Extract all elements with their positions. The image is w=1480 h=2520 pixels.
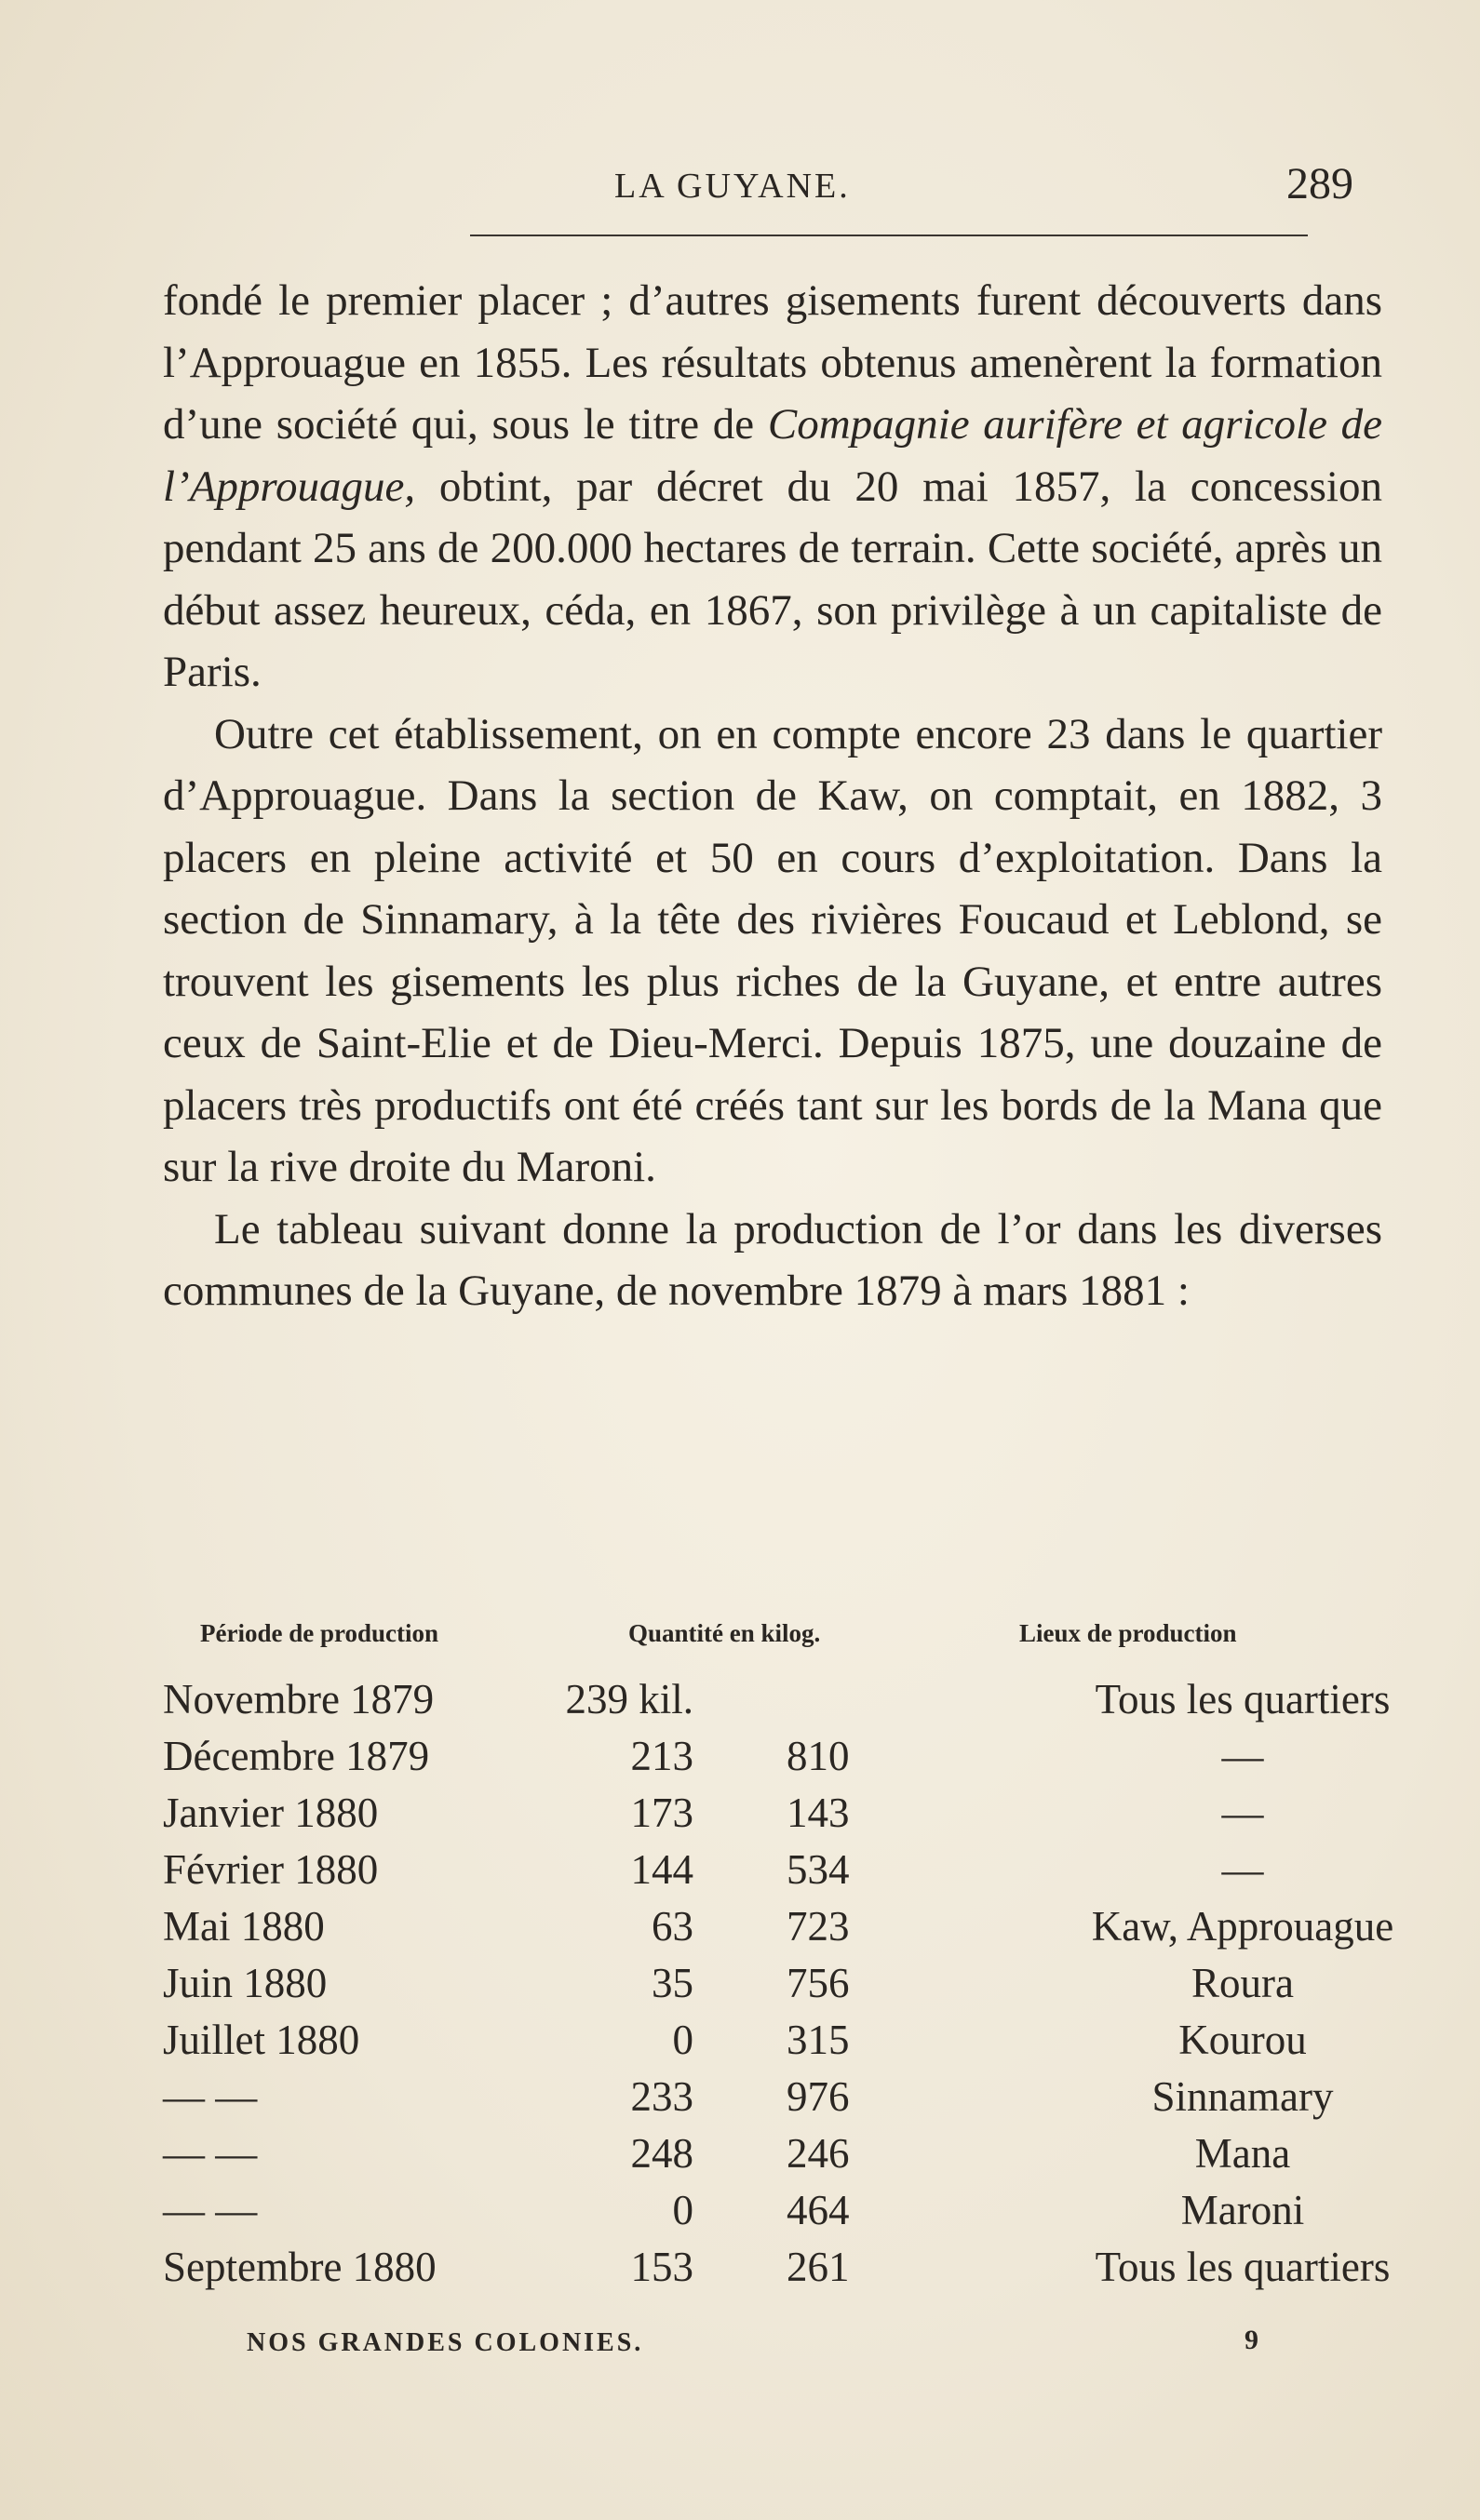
table-body xyxy=(163,1675,1394,2299)
cell-place: — xyxy=(1221,1733,1264,1779)
cell-kilograms: 153 xyxy=(630,2244,693,2290)
header-place: Lieux de production xyxy=(1019,1619,1237,1647)
cell-period: Novembre 1879 xyxy=(163,1676,435,1722)
table-row xyxy=(163,2016,1382,2072)
cell-period: Juin 1880 xyxy=(163,1960,328,2006)
cell-period: Janvier 1880 xyxy=(163,1789,379,1836)
table-row xyxy=(163,2072,1382,2129)
cell-place: Tous les quartiers xyxy=(1095,2244,1391,2290)
paragraph-2: Outre cet établissement, on en compte encore 23 dans le quartier d’Approuague. Dans la section de Kaw, on comptait, en 1882, 3 placers en pleine activité et 50 en cours d’exploitation. Dans la section de Sinnamary, à la tête des rivières Foucaud et Leblond, se trouvent les gisements les plus riches de la Guyane, et entre autres ceux de Saint-Elie et de Dieu-Merci. Depuis 1875, une douzaine de placers très productifs ont été créés tant sur les bords de la Mana que sur la rive droite du Maroni. xyxy=(163,709,1382,1191)
cell-grams: 143 xyxy=(787,1789,850,1836)
running-title: LA GUYANE. xyxy=(614,167,851,206)
cell-period: — — xyxy=(163,2130,258,2177)
table-row xyxy=(163,1789,1382,1845)
header-rule xyxy=(470,235,1308,236)
cell-period: Septembre 1880 xyxy=(163,2244,437,2290)
table-row xyxy=(163,1902,1394,1959)
cell-grams: 810 xyxy=(787,1733,850,1779)
cell-place: Tous les quartiers xyxy=(1095,1676,1391,1722)
sheet-number: 9 xyxy=(1245,2325,1258,2355)
page-number: 289 xyxy=(1286,159,1353,208)
cell-grams: 246 xyxy=(787,2130,850,2177)
table-row xyxy=(163,2129,1382,2186)
body-text xyxy=(163,270,1382,1322)
cell-period: — — xyxy=(163,2187,258,2233)
cell-place: — xyxy=(1221,1789,1264,1836)
header-quantity: Quantité en kilog. xyxy=(628,1619,821,1647)
cell-place: Maroni xyxy=(1180,2187,1305,2233)
paragraph-3: Le tableau suivant donne la production de l’or dans les diverses communes de la Guyane, de novembre 1879 à mars 1881 : xyxy=(163,1204,1382,1315)
cell-period: Juillet 1880 xyxy=(163,2017,360,2063)
cell-kilograms: 239 kil. xyxy=(565,1676,693,1722)
table-row xyxy=(163,1675,1391,1732)
cell-grams: 464 xyxy=(787,2187,850,2233)
cell-kilograms: 213 xyxy=(630,1733,693,1779)
cell-place: Sinnamary xyxy=(1151,2073,1334,2120)
company-name: Compagnie aurifère et agricole de l’Approuague, xyxy=(163,400,1383,511)
table-header xyxy=(163,1619,1382,1675)
page-footer xyxy=(0,2325,1480,2375)
table-row xyxy=(163,1959,1382,2016)
cell-grams: 534 xyxy=(787,1846,850,1893)
cell-kilograms: 0 xyxy=(672,2187,693,2233)
cell-period: Décembre 1879 xyxy=(163,1733,430,1779)
cell-kilograms: 144 xyxy=(630,1846,693,1893)
cell-kilograms: 173 xyxy=(630,1789,693,1836)
cell-kilograms: 63 xyxy=(652,1903,693,1950)
cell-place: — xyxy=(1221,1846,1264,1893)
page-header xyxy=(0,158,1480,214)
header-period: Période de production xyxy=(200,1619,438,1647)
cell-kilograms: 233 xyxy=(630,2073,693,2120)
cell-kilograms: 35 xyxy=(652,1960,693,2006)
cell-grams: 756 xyxy=(787,1960,850,2006)
cell-grams: 723 xyxy=(787,1903,850,1950)
cell-place: Roura xyxy=(1191,1960,1294,2006)
paragraph-1: fondé le premier placer ; d’autres gisements furent découverts dans l’Approuague en 1855. Les résultats obtenus amenèrent la formation d’une société qui, sous le titre de Compagnie aurifère et agricole de l’Approuague, obtint, par décret du 20 mai 1857, la concession pendant 25 ans de 200.000 hectares de terrain. Cette société, après un début assez heureux, céda, en 1867, son privilège à un capitaliste de Paris. xyxy=(163,276,1383,696)
table-row xyxy=(163,2186,1382,2243)
signature-mark: NOS GRANDES COLONIES. xyxy=(247,2328,644,2357)
cell-place: Kourou xyxy=(1178,2017,1307,2063)
cell-period: Mai 1880 xyxy=(163,1903,325,1950)
cell-kilograms: 248 xyxy=(630,2130,693,2177)
cell-period: Février 1880 xyxy=(163,1846,379,1893)
table-row xyxy=(163,1732,1382,1789)
cell-grams: 261 xyxy=(787,2244,850,2290)
cell-grams: 315 xyxy=(787,2017,850,2063)
cell-place: Mana xyxy=(1194,2130,1291,2177)
cell-kilograms: 0 xyxy=(672,2017,693,2063)
production-table xyxy=(163,1619,1394,2299)
cell-period: — — xyxy=(163,2073,258,2120)
cell-grams: 976 xyxy=(787,2073,850,2120)
table-row xyxy=(163,1845,1382,1902)
table-row xyxy=(163,2243,1391,2299)
cell-place: Kaw, Approuague xyxy=(1091,1903,1394,1950)
